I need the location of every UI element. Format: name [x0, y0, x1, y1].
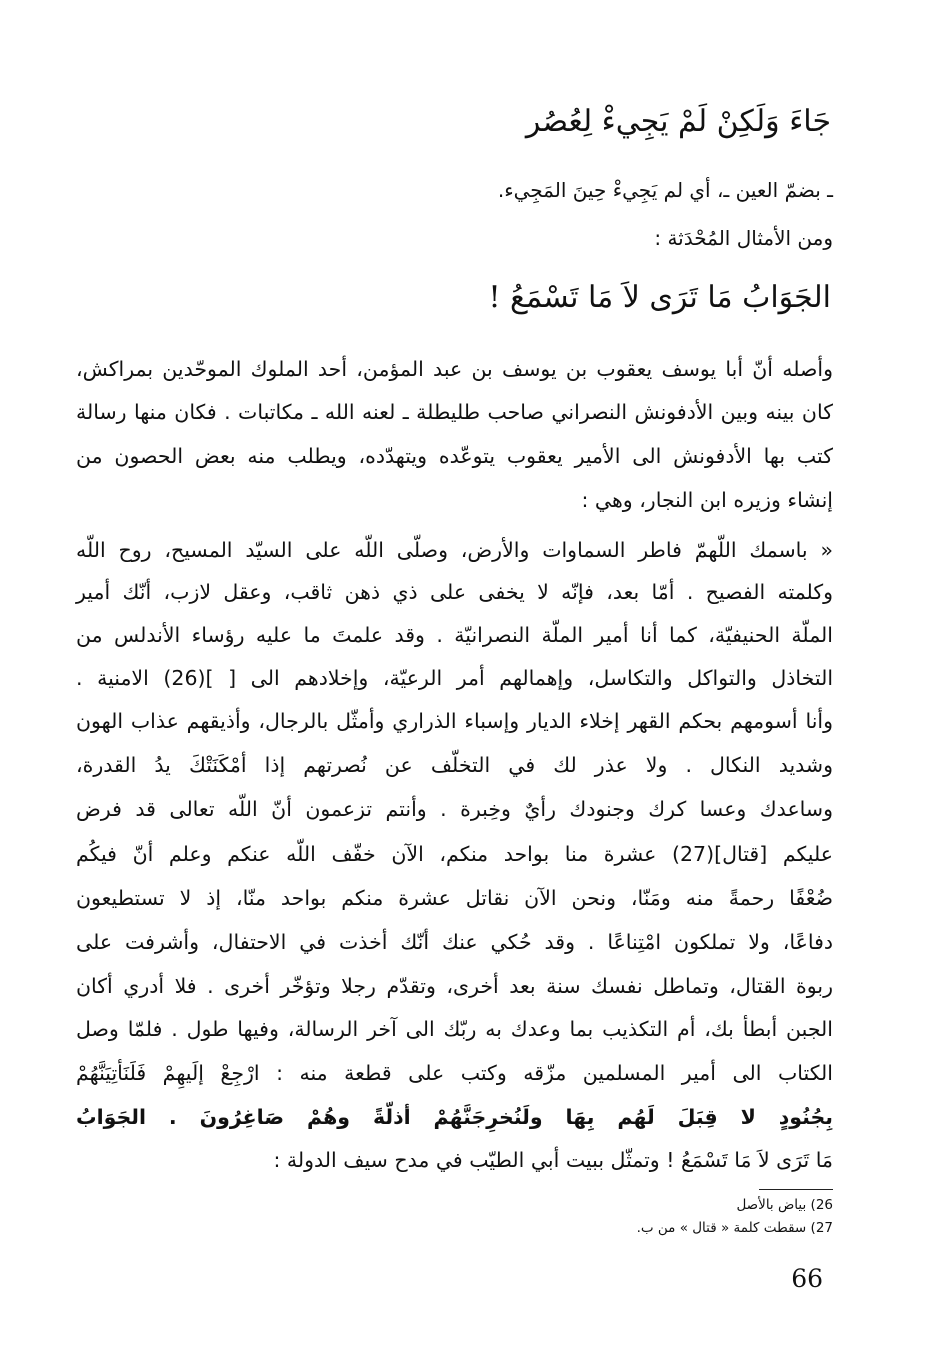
body-line: مَا تَرَى لاَ مَا تَسْمَعُ ! وتمثّل ببيت أبي الطيّب في مدح سيف الدولة :	[273, 1148, 833, 1172]
body-line: الملّة الحنيفيّة، كما أنا أمير الملّة النصرانيّة . وقد علمتَ ما عليه رؤساء الأندلس من	[76, 623, 833, 647]
section-intro: ومن الأمثال المُحْدَثة :	[654, 226, 833, 250]
proverb-explanation: ـ بضمّ العين ـ، أي لم يَجِيءْ حِينَ المَجِيء.	[497, 178, 833, 202]
body-line: وكلمته الفصيح . أمّا بعد، فإنّه لا يخفى على ذي ذهن ثاقب، وعقل لازب، أنّك أمير	[76, 580, 833, 604]
body-line: وشديد النكال . ولا عذر لك في التخلّف عن نُصرتهم إذا أمْكَنَتْكَ يدُ القدرة،	[76, 753, 833, 777]
body-line: الجبن أبطأ بك، أم التكذيب بما وعدك به ربّك الى آخر الرسالة، وفيها طول . فلمّا وصل	[76, 1017, 833, 1041]
body-line: التخاذل والتواكل والتكاسل، وإهمالهم أمر الرعيّة، وإخلادهم الى [ ](26) الامنية .	[76, 666, 834, 690]
body-line: « باسمك اللّهمّ فاطر السماوات والأرض، وصلّى اللّه على السيّد المسيح، روح اللّه	[76, 538, 833, 562]
body-line: وساعدك وعسا كرك وجنودك رأيٌ وخِبرة . وأنتم تزعمون أنّ اللّه تعالى قد فرض	[76, 797, 833, 821]
body-line: كتب بها الأدفونش الى الأمير يعقوب يتوعّده ويتهدّده، ويطلب منه بعض الحصون من	[76, 444, 833, 468]
proverb-heading-2: الجَوَابُ مَا تَرَى لاَ مَا تَسْمَعُ !	[488, 280, 831, 315]
body-line: وأصله أنّ أبا يوسف يعقوب بن يوسف بن عبد المؤمن، أحد الملوك الموحّدين بمراكش،	[76, 357, 833, 381]
footnote-rule	[759, 1189, 833, 1190]
body-line: عليكم [قتال](27) عشرة منا بواحد منكم، الآن خفّف اللّه عنكم وعلم أنّ فيكُم	[76, 842, 833, 866]
proverb-heading-1: جَاءَ وَلَكِنْ لَمْ يَجِيءْ لِعُصُر	[525, 104, 831, 139]
page-number: 66	[791, 1264, 823, 1293]
body-line: ربوة القتال، وتماطل نفسك سنة بعد أخرى، وتقدّم رجلا وتؤخّر أخرى . فلا أدري أكان	[76, 974, 833, 998]
footnote-26: 26) بياض بالأصل	[736, 1197, 833, 1213]
footnote-27: 27) سقطت كلمة « قتال » من ب.	[636, 1220, 833, 1236]
body-line: وأنا أسومهم بحكم القهر إخلاء الديار وإسباء الذراري وأمثّل بالرجال، وأذيقهم عذاب الهون	[76, 709, 833, 733]
body-line: إنشاء وزيره ابن النجار، وهي :	[581, 488, 833, 512]
body-line: دفاعًا، ولا تملكون امْتِناعًا . وقد حُكي عنك أنّك أخذت في الاحتفال، وأشرفت على	[76, 930, 833, 954]
body-line: الكتاب الى أمير المسلمين مزّقه وكتب على قطعة منه : ارْجِعْ إلَيهِمْ فَلَنَأتِيَنَّهُمْ	[76, 1061, 833, 1085]
body-line: كان بينه وبين الأدفونش النصراني صاحب طليطلة ـ لعنه الله ـ مكاتبات . فكان منها رسالة	[76, 400, 833, 424]
body-line: بِجُنُودٍ لا قِبَلَ لَهُم بِهَا ولَنُخرِجَنَّهُمْ أذلّةً وهُمْ صَاغِرُونَ . الجَوَابُ	[76, 1105, 833, 1129]
body-line: ضُعْفًا رحمةً منه ومَنّا، ونحن الآن نقاتل عشرة منكم بواحد منّا، إذ لا تستطيعون	[76, 886, 833, 910]
